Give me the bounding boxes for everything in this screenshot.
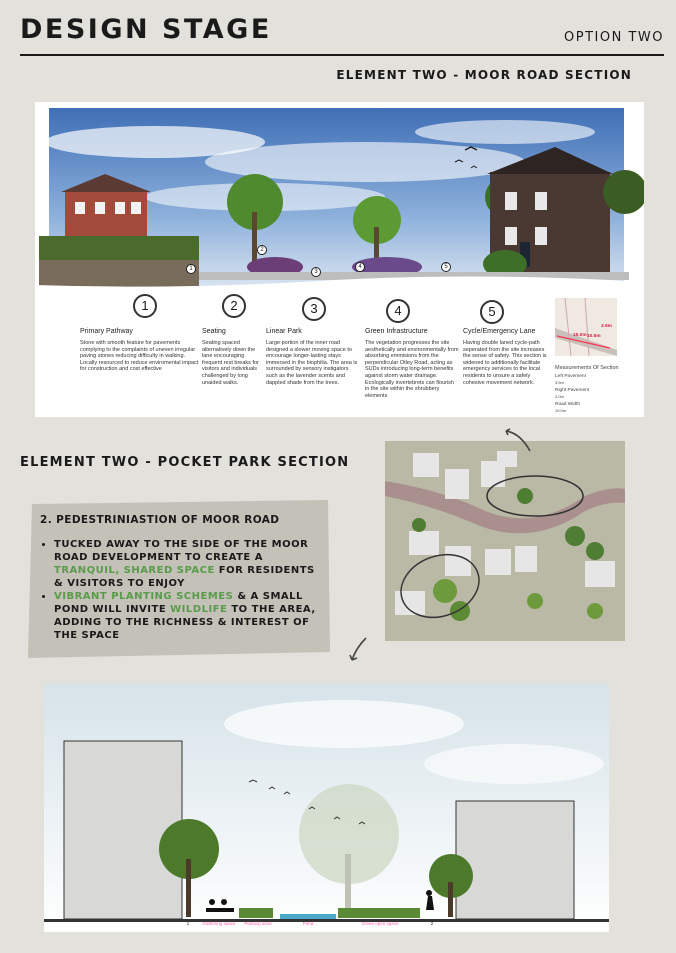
- marker-1: 1: [186, 264, 196, 274]
- map-label-left: 3.5m: [601, 324, 612, 329]
- measurement-road-width-value: 10.0m: [555, 408, 567, 413]
- note-bullet-1: • TUCKED AWAY TO THE SIDE OF THE MOOR ROAD DEVELOPMENT TO CREATE A TRANQUIL, SHARED SPACE FOR RESIDENTS & VISITORS TO ENJOY: [54, 538, 325, 590]
- marker-5: 5: [441, 262, 451, 272]
- measurements-heading: Measurements Of Section: [555, 365, 619, 371]
- note-bullet-2: • VIBRANT PLANTING SCHEMES & A SMALL POND WILL INVITE WILDLIFE TO THE AREA, ADDING TO THE RICHNESS & INTEREST OF THE SPACE: [54, 590, 325, 642]
- measurement-left-pavement-value: 3.5m: [555, 380, 564, 385]
- map-label-road: 10.5m: [587, 334, 601, 339]
- note-heading: 2. PEDESTRINIASTION OF MOOR ROAD: [40, 514, 280, 526]
- section-marker-right: 2: [430, 921, 434, 926]
- header-divider: [20, 54, 664, 56]
- moor-road-section-panel: [35, 102, 644, 417]
- section-heading-moor-road: ELEMENT TWO - MOOR ROAD SECTION: [336, 68, 632, 82]
- map-label-width: 15.0m: [573, 333, 587, 338]
- measurement-road-width-label: Road Width: [555, 402, 581, 407]
- column-number-5: 5: [480, 300, 504, 324]
- measurement-left-pavement-label: Left Pavement: [555, 374, 586, 379]
- column-text-linear-park: Large portion of the inner road designed a slower moving space to encourage longer-lasting stays immersed in the biophilia. The area is surrounded by sensory instigators such as the lavender scents and dappled shade from the trees.: [266, 340, 358, 386]
- column-text-green-infrastructure: The vegetation progresses the site aesthetically and environmentally from absorbing emmisions from the perpendicular Otley Road, acting as SUDs introducing long-term benefits against storm water drainage. Ecologically invertebrets can flourish in the site within the shrubbery elements: [365, 340, 459, 399]
- arrow-to-map: [500, 425, 540, 455]
- segment-gathering-space: Gathering space: [202, 921, 236, 926]
- moor-road-section-illustration: [35, 102, 644, 302]
- section-marker-left: 1: [186, 921, 190, 926]
- column-title-seating: Seating: [202, 328, 226, 335]
- segment-planting-beds: Planting beds: [244, 921, 272, 926]
- marker-3: 3: [311, 267, 321, 277]
- column-number-2: 2: [222, 294, 246, 318]
- column-title-linear-park: Linear Park: [266, 328, 302, 335]
- pocket-park-site-plan: [385, 441, 625, 641]
- column-title-primary-pathway: Primary Pathway: [80, 328, 133, 335]
- column-text-primary-pathway: Stone with smooth feature for pavements complying to the complaints of uneven irregular paving stones reducing difficulty in walking. Locally resourced to reduce enviromental impact for construction and cost effective: [80, 340, 199, 373]
- marker-2: 2: [257, 245, 267, 255]
- section-heading-pocket-park: ELEMENT TWO - POCKET PARK SECTION: [20, 455, 350, 470]
- measurement-right-pavement-label: Right Pavement: [555, 388, 590, 393]
- pocket-park-section-panel: [44, 684, 609, 932]
- segment-green-open-space: Green open space: [361, 921, 399, 926]
- option-label: OPTION TWO: [564, 30, 664, 45]
- column-number-1: 1: [133, 294, 157, 318]
- pedestrianisation-note: [28, 500, 332, 658]
- column-title-green-infrastructure: Green Infrastructure: [365, 328, 428, 335]
- marker-4: 4: [355, 262, 365, 272]
- measurement-right-pavement-value: 3.0m: [555, 394, 564, 399]
- segment-pond: Pond: [302, 921, 314, 926]
- pocket-park-section-illustration: [44, 684, 609, 932]
- column-title-cycle-lane: Cycle/Emergency Lane: [463, 328, 536, 335]
- column-text-cycle-lane: Having double laned cycle-path seperated from the site increases the sense of safety. This section is widened to additionally facilitate emergency services to the local residents to unsure a safely cohesive movement network.: [463, 340, 547, 386]
- column-number-3: 3: [302, 297, 326, 321]
- arrow-to-section: [346, 636, 376, 666]
- page-title: DESIGN STAGE: [20, 14, 272, 45]
- column-number-4: 4: [386, 299, 410, 323]
- column-text-seating: Seating spaced alternatively down the lane encouraging frequent rest breaks for visitors and individuals challenged by long unaided walks.: [202, 340, 259, 386]
